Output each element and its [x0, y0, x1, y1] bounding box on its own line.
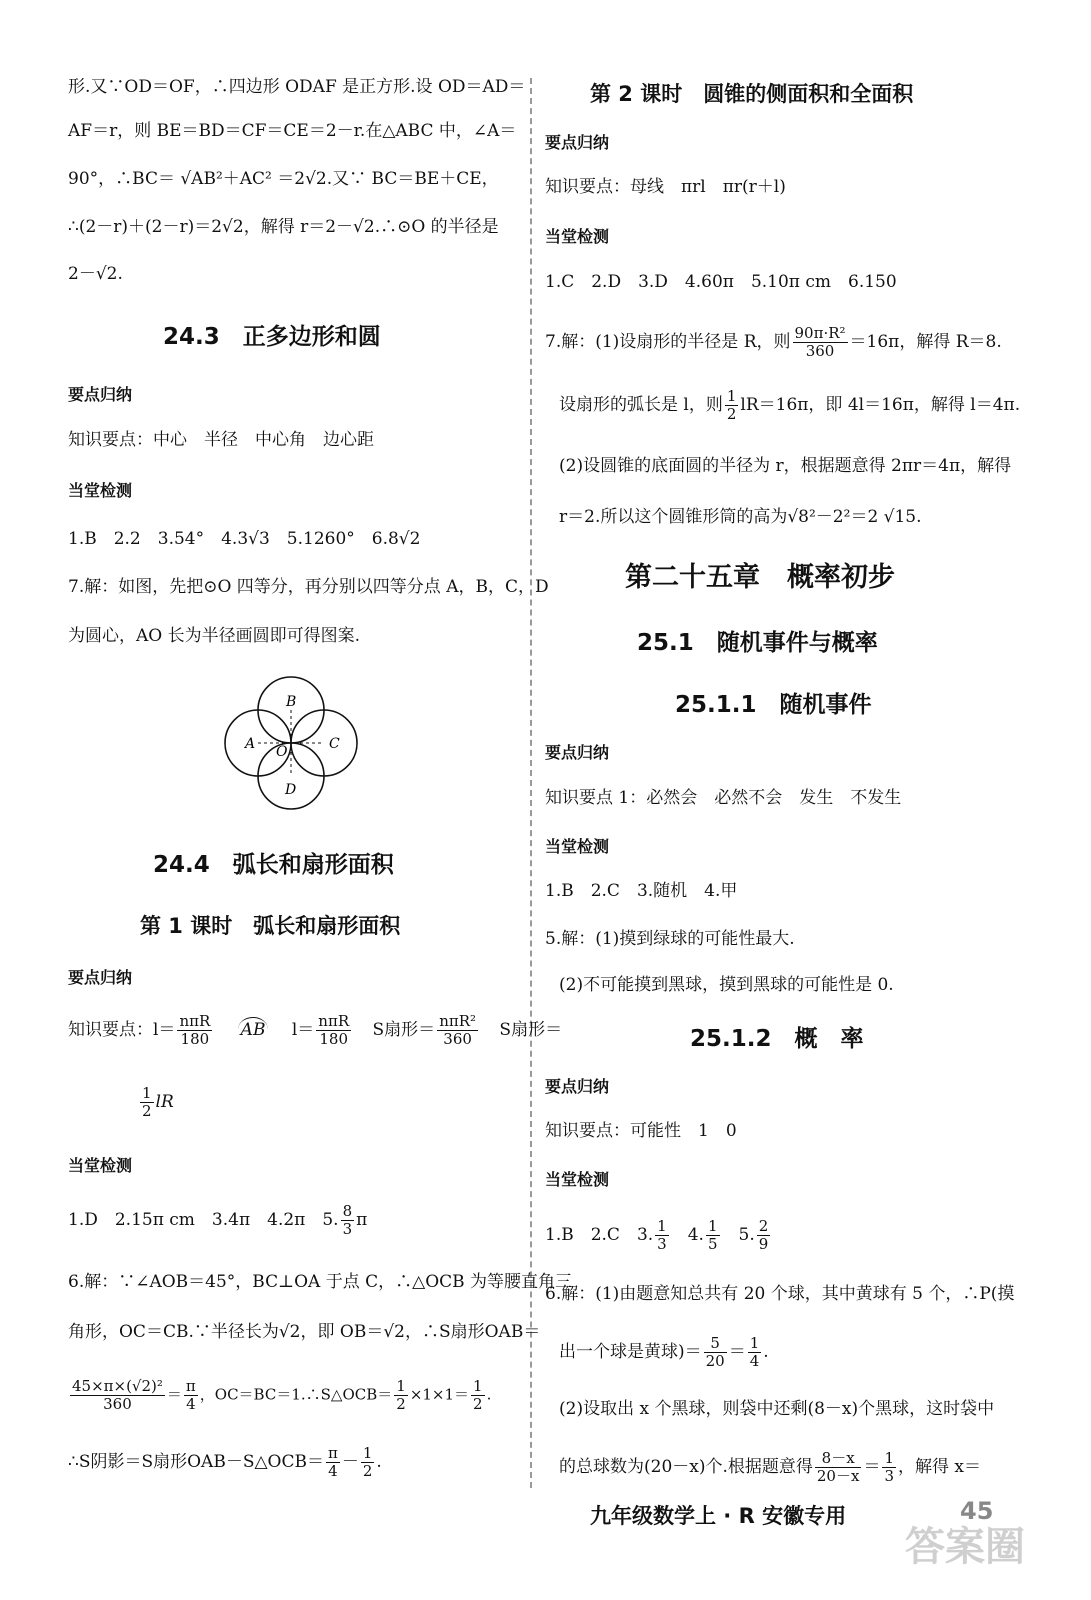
denominator: 180 [319, 1030, 349, 1048]
fraction [793, 325, 848, 360]
fraction [882, 1450, 896, 1485]
label-a: A [245, 736, 256, 752]
text: . [763, 1342, 769, 1362]
text-line: (2)设圆锥的底面圆的半径为 r，根据题意得 2πr＝4π，解得 [559, 456, 1012, 476]
formula-line [559, 1450, 981, 1485]
text: S扇形＝ [499, 1020, 563, 1040]
subheading: 当堂检测 [68, 1156, 133, 1175]
text: ∴S阴影＝S扇形OAB－S△OCB＝ [68, 1452, 324, 1472]
subheading: 要点归纳 [68, 385, 133, 404]
text: － [341, 1452, 359, 1472]
text: l＝ [291, 1020, 315, 1040]
answers-line [545, 1218, 772, 1253]
subheading: 要点归纳 [545, 1077, 610, 1096]
section-title-24-3: 24.3 正多边形和圆 [163, 324, 381, 350]
footer-book-title: 九年级数学上 · R 安徽专用 [590, 1504, 847, 1528]
fraction [140, 1085, 154, 1120]
lesson-title: 第 1 课时 弧长和扇形面积 [140, 914, 401, 938]
denominator: 2 [142, 1102, 152, 1120]
text: ＝ [166, 1385, 182, 1404]
numerator: 5 [704, 1335, 727, 1353]
numerator: π [185, 1377, 196, 1395]
text-line: 5.解：(1)摸到绿球的可能性最大. [545, 929, 795, 949]
subheading: 当堂检测 [545, 227, 610, 246]
numerator: 1 [726, 387, 737, 405]
text-line: 6.解：(1)由题意知总共有 20 个球，其中黄球有 5 个，∴P(摸 [545, 1284, 1015, 1304]
numerator: 1 [884, 1449, 894, 1467]
text-line: 形.又∵OD＝OF，∴四边形 ODAF 是正方形.设 OD＝AD＝ [68, 77, 526, 97]
text: . [486, 1385, 492, 1404]
chapter-title: 第二十五章 概率初步 [625, 562, 895, 593]
text-line: 知识要点 1：必然会 必然不会 发生 不发生 [545, 788, 902, 808]
denominator: 2 [396, 1395, 406, 1413]
fraction [326, 1445, 340, 1480]
denominator: 4 [328, 1462, 338, 1480]
fraction [655, 1218, 669, 1253]
text: 1.D 2.15π cm 3.4π 4.2π 5. [68, 1210, 339, 1230]
answers-line: 1.B 2.2 3.54° 4.3√3 5.1260° 6.8√2 [68, 529, 421, 549]
denominator: 180 [180, 1030, 210, 1048]
denominator: 2 [473, 1395, 483, 1413]
text: 出一个球是黄球)＝ [559, 1342, 702, 1362]
denominator: 360 [103, 1395, 132, 1413]
section-title-25-1-1: 25.1.1 随机事件 [675, 692, 872, 718]
fraction [394, 1378, 408, 1413]
label-b: B [286, 694, 297, 710]
label-o: O [276, 744, 288, 760]
text-line: 知识要点：母线 πrl πr(r＋l) [545, 177, 786, 197]
fraction [704, 1335, 727, 1370]
text-line: 为圆心，AO 长为半径画圆即可得图案. [68, 626, 361, 646]
text: 7.解：(1)设扇形的半径是 R，则 [545, 332, 791, 352]
formula-line [559, 1335, 769, 1370]
fraction [748, 1335, 762, 1370]
text-line: AF＝r，则 BE＝BD＝CF＝CE＝2－r.在△ABC 中，∠A＝ [68, 121, 517, 141]
denominator: 4 [186, 1395, 196, 1413]
watermark: 答案圈 [905, 1524, 1025, 1570]
numerator: 1 [362, 1444, 373, 1462]
text: . [376, 1452, 382, 1472]
text-line: 知识要点：中心 半径 中心角 边心距 [68, 430, 374, 450]
denominator: 20－x [816, 1467, 860, 1485]
label-d: D [285, 782, 297, 798]
text-line: 角形，OC＝CB.∵半径长为√2，即 OB＝√2，∴S扇形OAB＝ [68, 1322, 541, 1342]
text-line: (2)设取出 x 个黑球，则袋中还剩(8－x)个黑球，这时袋中 [559, 1399, 995, 1419]
numerator: 90π·R² [794, 324, 846, 342]
formula-line [68, 1445, 382, 1480]
formula-line [138, 1085, 174, 1120]
numerator: nπR [318, 1012, 350, 1030]
text: 设扇形的弧长是 l，则 [559, 395, 723, 415]
text-line: 6.解：∵∠AOB＝45°，BC⊥OA 于点 C，∴△OCB 为等腰直角三 [68, 1272, 573, 1292]
section-title-24-4: 24.4 弧长和扇形面积 [153, 852, 394, 878]
subheading: 当堂检测 [68, 481, 133, 500]
numerator: nπR² [439, 1012, 477, 1030]
lesson-title: 第 2 课时 圆锥的侧面积和全面积 [590, 82, 914, 106]
text: lR＝16π，即 4l＝16π，解得 l＝4π. [740, 395, 1021, 415]
numerator: 1 [707, 1217, 718, 1235]
subheading: 当堂检测 [545, 837, 610, 856]
text-line: ∴(2－r)＋(2－r)＝2√2，解得 r＝2－√2.∴⊙O 的半径是 [68, 217, 499, 237]
denominator: 3 [884, 1467, 894, 1485]
numerator: 2 [758, 1217, 769, 1235]
answers-line: 1.B 2.C 3.随机 4.甲 [545, 881, 738, 901]
denominator: 2 [726, 405, 737, 423]
answers-line [68, 1203, 367, 1238]
text: lR [155, 1092, 174, 1112]
denominator: 9 [758, 1235, 769, 1253]
numerator: π [327, 1444, 338, 1462]
fraction [177, 1013, 212, 1048]
denominator: 3 [657, 1235, 667, 1253]
subheading: 要点归纳 [545, 743, 610, 762]
subheading: 当堂检测 [545, 1170, 610, 1189]
text: ＝ [728, 1342, 746, 1362]
numerator: nπR [179, 1012, 211, 1030]
denominator: 20 [705, 1352, 725, 1370]
fraction [316, 1013, 351, 1048]
text-line: 7.解：如图，先把⊙O 四等分，再分别以四等分点 A，B，C，D [68, 577, 549, 597]
denominator: 3 [342, 1220, 353, 1238]
text: 知识要点：l＝ [68, 1020, 176, 1040]
denominator: 360 [805, 342, 835, 360]
section-title-25-1: 25.1 随机事件与概率 [637, 630, 878, 656]
subheading: 要点归纳 [545, 133, 610, 152]
text-line: (2)不可能摸到黑球，摸到黑球的可能性是 0. [559, 975, 894, 995]
fraction [757, 1218, 771, 1253]
text: 的总球数为(20－x)个.根据题意得 [559, 1457, 813, 1477]
numerator: 8－x [815, 1450, 862, 1468]
formula-line [545, 325, 1002, 360]
page-number: 45 [960, 1497, 994, 1525]
text: ＝ [863, 1457, 881, 1477]
text: 1.B 2.C 3. [545, 1225, 654, 1245]
fraction [815, 1450, 862, 1485]
denominator: 360 [443, 1030, 472, 1048]
numerator: 1 [657, 1217, 667, 1235]
fraction [184, 1378, 198, 1413]
fraction [471, 1378, 485, 1413]
text: ，OC＝BC＝1.∴S△OCB＝ [199, 1385, 393, 1404]
denominator: 5 [707, 1235, 718, 1253]
denominator: 2 [362, 1462, 373, 1480]
fraction [361, 1445, 375, 1480]
numerator: 8 [342, 1202, 353, 1220]
text-line: 90°，∴BC＝ √AB²＋AC² ＝2√2.又∵ BC＝BE＋CE， [68, 169, 499, 189]
text: π [356, 1210, 368, 1230]
formula-line [68, 1013, 562, 1048]
fraction [341, 1203, 355, 1238]
fraction [70, 1378, 165, 1413]
numerator: 1 [749, 1334, 760, 1352]
text-line: 知识要点：可能性 1 0 [545, 1121, 737, 1141]
arc-ab: AB [238, 1017, 269, 1042]
answers-line: 1.C 2.D 3.D 4.60π 5.10π cm 6.150 [545, 272, 897, 292]
numerator: 1 [396, 1377, 406, 1395]
section-title-25-1-2: 25.1.2 概 率 [690, 1026, 864, 1052]
text: 5. [721, 1225, 755, 1245]
text-line: 2－√2. [68, 264, 123, 284]
text: ＝16π，解得 R＝8. [849, 332, 1002, 352]
formula-line [559, 388, 1020, 423]
fraction [437, 1013, 478, 1048]
numerator: 45×π×(√2)² [72, 1377, 163, 1395]
numerator: 1 [142, 1084, 152, 1102]
numerator: 1 [473, 1377, 483, 1395]
text: ×1×1＝ [409, 1385, 470, 1404]
fraction [725, 388, 739, 423]
denominator: 4 [749, 1352, 760, 1370]
text: S扇形＝ [372, 1020, 436, 1040]
label-c: C [329, 736, 340, 752]
fraction [706, 1218, 720, 1253]
subheading: 要点归纳 [68, 968, 133, 987]
four-circles-figure [218, 670, 368, 820]
text-line: r＝2.所以这个圆锥形筒的高为√8²－2²＝2 √15. [559, 507, 922, 527]
formula-line [68, 1378, 491, 1413]
text: ，解得 x＝ [897, 1457, 981, 1477]
text: 4. [670, 1225, 704, 1245]
